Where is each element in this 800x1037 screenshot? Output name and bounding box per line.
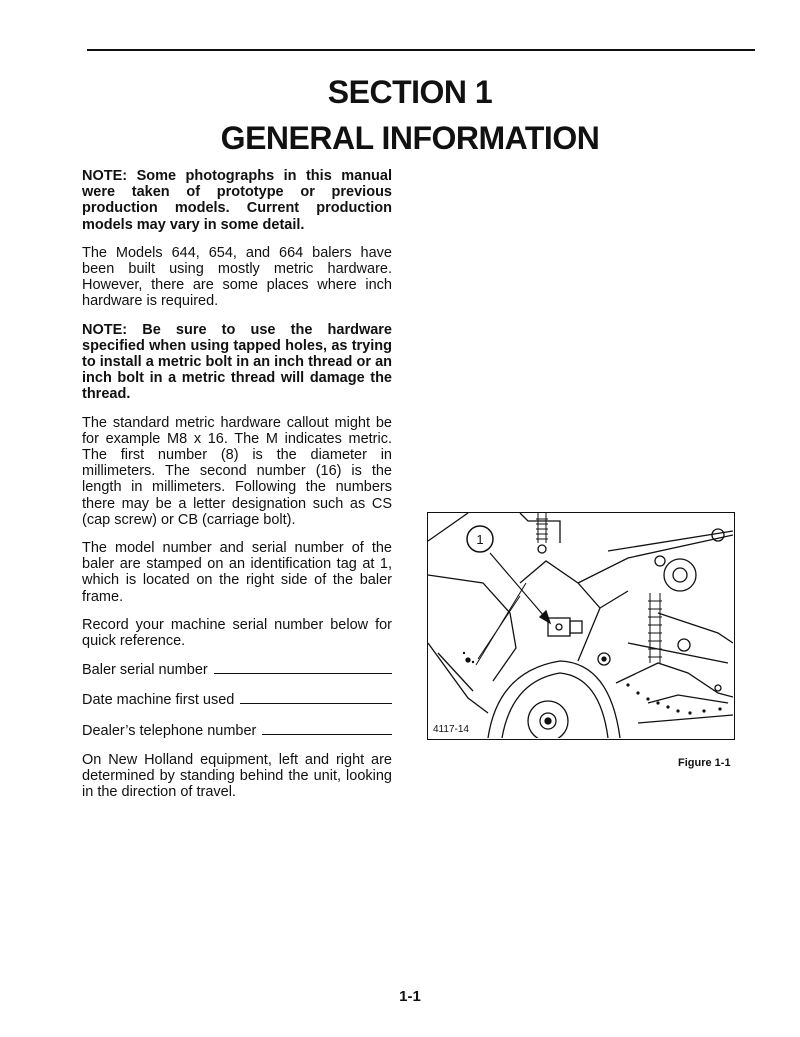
text-column (82, 168, 392, 813)
paragraph-serial-tag: The model number and serial number of the baler are stamped on an identification tag at 1, which is located on the right side of the baler frame. (82, 540, 392, 605)
paragraph-metric-callout: The standard metric hardware callout might be for example M8 x 16. The M indicates metric. The first number (8) is the diameter in millimeters. The second number (16) is the length in millimeters. Following the numbers there may be a letter designation such as CS (cap screw) or CB (carriage bolt). (82, 414, 392, 528)
serial-number-label: Baler serial number (82, 662, 208, 679)
date-first-used-label: Date machine first used (82, 692, 235, 709)
note-hardware: NOTE: Be sure to use the hardware specified when using tapped holes, as trying to install a metric bolt in an inch thread or an inch bolt in a metric thread will damage the thread. (82, 321, 392, 403)
figure-callout-label: 1 (476, 532, 484, 547)
date-first-used-line (82, 691, 392, 708)
serial-number-line (82, 661, 392, 678)
baler-line-drawing (428, 513, 733, 738)
serial-number-blank (214, 661, 392, 674)
paragraph-left-right: On New Holland equipment, left and right are determined by standing behind the unit, looking in the direction of travel. (82, 751, 392, 801)
section-title: GENERAL INFORMATION (220, 120, 600, 156)
dealer-phone-line (82, 722, 392, 739)
figure-caption: Figure 1-1 (678, 757, 731, 769)
date-first-used-blank (240, 691, 392, 704)
dealer-phone-blank (262, 722, 392, 735)
note-photographs: NOTE: Some photographs in this manual were taken of prototype or previous production models. Current production models may vary in some detail. (82, 168, 392, 233)
figure-baler-illustration (427, 512, 735, 740)
top-rule (87, 49, 755, 51)
dealer-phone-label: Dealer’s telephone number (82, 722, 257, 739)
page-number: 1-1 (399, 988, 421, 1005)
section-number: SECTION 1 (327, 74, 493, 110)
paragraph-record: Record your machine serial number below for quick reference. (82, 616, 392, 650)
figure-image-id: 4117-14 (433, 724, 469, 735)
paragraph-models: The Models 644, 654, and 664 balers have been built using mostly metric hardware. However, there are some places where inch hardware is required. (82, 244, 392, 310)
